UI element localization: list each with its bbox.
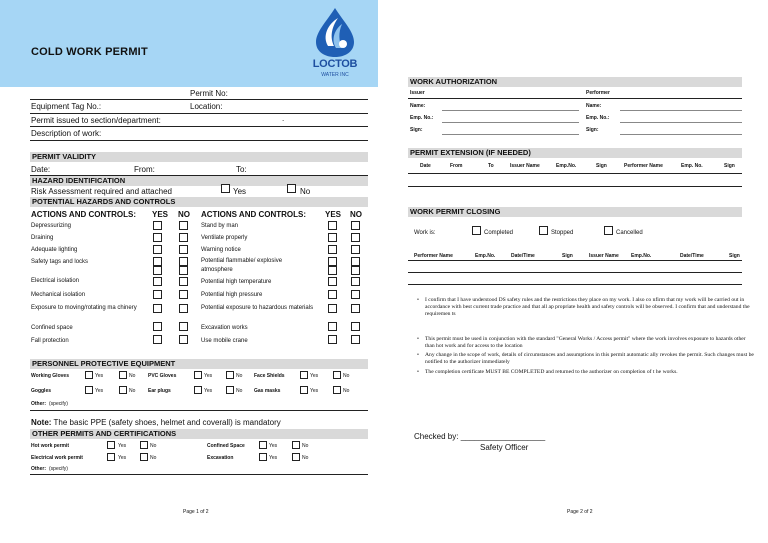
control-item: Fall protection xyxy=(31,338,69,344)
cancelled-label: Cancelled xyxy=(616,230,643,236)
control-item: Confined space xyxy=(31,325,73,331)
control-item: Draining xyxy=(31,235,54,241)
permit-item: Excavation xyxy=(207,455,234,461)
control-no-checkbox[interactable] xyxy=(179,221,188,230)
to-label: To: xyxy=(236,165,247,174)
control-no-checkbox[interactable] xyxy=(179,277,188,286)
date-label: Date: xyxy=(31,165,51,174)
permit-no-checkbox[interactable] xyxy=(292,441,300,449)
issuer-sign-line xyxy=(442,134,579,135)
closing-column-header: Sign xyxy=(562,253,573,259)
control-no-checkbox[interactable] xyxy=(351,277,360,286)
control-yes-checkbox[interactable] xyxy=(328,322,337,331)
divider xyxy=(408,272,742,273)
location-label: Location: xyxy=(190,102,223,111)
performer-sign-line xyxy=(620,134,742,135)
ppe-yes-checkbox[interactable] xyxy=(300,386,308,394)
control-item: Excavation works xyxy=(201,325,248,331)
extension-column-header: Sign xyxy=(596,163,607,169)
control-item: Warning notice xyxy=(201,247,241,253)
control-item: Mechanical isolation xyxy=(31,292,86,298)
control-no-checkbox[interactable] xyxy=(351,290,360,299)
permit-yes-label: Yes xyxy=(269,443,278,449)
permit-yes-checkbox[interactable] xyxy=(259,441,267,449)
ppe-yes-label: Yes xyxy=(95,388,104,394)
control-yes-checkbox[interactable] xyxy=(153,277,162,286)
actions-controls-header-right: ACTIONS AND CONTROLS: xyxy=(201,210,307,219)
control-yes-checkbox[interactable] xyxy=(153,304,162,313)
ppe-no-checkbox[interactable] xyxy=(119,371,127,379)
ppe-no-checkbox[interactable] xyxy=(226,371,234,379)
ppe-yes-checkbox[interactable] xyxy=(194,371,202,379)
control-yes-checkbox[interactable] xyxy=(153,290,162,299)
control-item: Adequate lighting xyxy=(31,247,78,253)
issued-to-label: Permit issued to section/department: xyxy=(31,116,161,125)
risk-no-label: No xyxy=(300,187,311,196)
control-no-checkbox[interactable] xyxy=(179,233,188,242)
permit-validity-heading: PERMIT VALIDITY xyxy=(30,152,368,162)
ppe-yes-checkbox[interactable] xyxy=(85,386,93,394)
control-yes-checkbox[interactable] xyxy=(328,335,337,344)
ppe-no-checkbox[interactable] xyxy=(119,386,127,394)
divider xyxy=(408,186,742,187)
permit-yes-checkbox[interactable] xyxy=(107,441,115,449)
control-yes-checkbox[interactable] xyxy=(328,277,337,286)
ppe-no-label: No xyxy=(236,373,243,379)
permit-no-label: No xyxy=(150,443,157,449)
completed-checkbox[interactable] xyxy=(472,226,481,235)
extension-column-header: From xyxy=(450,163,463,169)
control-item: Depressurizing xyxy=(31,223,72,229)
control-yes-checkbox[interactable] xyxy=(153,221,162,230)
ppe-specify-label: (specify) xyxy=(49,401,68,407)
work-authorization-heading: WORK AUTHORIZATION xyxy=(408,77,742,87)
control-no-checkbox[interactable] xyxy=(179,322,188,331)
control-yes-checkbox[interactable] xyxy=(328,233,337,242)
ppe-yes-label: Yes xyxy=(204,373,213,379)
potential-hazards-heading: POTENTIAL HAZARDS AND CONTROLS xyxy=(30,197,368,207)
closing-column-header: Emp.No. xyxy=(475,253,496,259)
control-yes-checkbox[interactable] xyxy=(153,233,162,242)
ppe-no-label: No xyxy=(129,373,136,379)
ppe-yes-label: Yes xyxy=(310,388,319,394)
logo-subtitle: WATER INC xyxy=(321,72,349,78)
page-footer: Page 2 of 2 xyxy=(567,509,593,515)
divider xyxy=(30,126,368,127)
control-no-checkbox[interactable] xyxy=(179,304,188,313)
ppe-yes-label: Yes xyxy=(310,373,319,379)
ppe-yes-checkbox[interactable] xyxy=(194,386,202,394)
control-no-checkbox[interactable] xyxy=(351,245,360,254)
ppe-no-label: No xyxy=(343,388,350,394)
control-yes-checkbox[interactable] xyxy=(328,290,337,299)
performer-name-label: Name: xyxy=(586,103,602,109)
control-yes-checkbox[interactable] xyxy=(328,245,337,254)
risk-yes-checkbox[interactable] xyxy=(221,184,230,193)
actions-controls-header-left: ACTIONS AND CONTROLS: xyxy=(31,210,137,219)
extension-column-header: Issuer Name xyxy=(510,163,540,169)
permit-no-label: No xyxy=(302,455,309,461)
risk-yes-label: Yes xyxy=(233,187,247,196)
extension-column-header: Emp. No. xyxy=(681,163,703,169)
permit-no-label: No xyxy=(150,455,157,461)
other-permits-heading: OTHER PERMITS AND CERTIFICATIONS xyxy=(30,429,368,439)
control-item: Ventilate properly xyxy=(201,235,248,241)
issuer-sign-label: Sign: xyxy=(410,127,423,133)
divider xyxy=(30,474,368,475)
performer-emp-label: Emp. No.: xyxy=(586,115,610,121)
control-yes-checkbox[interactable] xyxy=(153,322,162,331)
control-no-checkbox[interactable] xyxy=(351,221,360,230)
no-header-left: NO xyxy=(178,210,190,219)
no-header-right: NO xyxy=(350,210,362,219)
control-no-checkbox[interactable] xyxy=(351,257,360,266)
ppe-item: Goggles xyxy=(31,388,52,394)
ppe-heading: PERSONNEL PROTECTIVE EQUIPMENT xyxy=(30,359,368,369)
from-label: From: xyxy=(134,165,155,174)
ppe-yes-checkbox[interactable] xyxy=(300,371,308,379)
permit-yes-label: Yes xyxy=(269,455,278,461)
page-title: COLD WORK PERMIT xyxy=(31,46,148,58)
performer-name-line xyxy=(620,110,742,111)
checked-by-label: Checked by: ___________________ xyxy=(414,432,546,441)
permit-header xyxy=(0,0,378,87)
control-yes-checkbox[interactable] xyxy=(153,266,162,275)
closing-column-header: Issuer Name xyxy=(589,253,619,259)
ppe-note: Note: The basic PPE (safety shoes, helmet and coverall) is mandatory xyxy=(31,418,281,427)
permit-yes-label: Yes xyxy=(118,455,127,461)
yes-header-right: YES xyxy=(325,210,342,219)
control-no-checkbox[interactable] xyxy=(179,245,188,254)
divider xyxy=(408,98,742,99)
ppe-other-label: Other: xyxy=(31,401,46,407)
permit-extension-heading: PERMIT EXTENSION (IF NEEDED) xyxy=(408,148,742,158)
permit-yes-label: Yes xyxy=(118,443,127,449)
water-drop-icon xyxy=(314,6,356,58)
divider xyxy=(30,140,368,141)
control-yes-checkbox[interactable] xyxy=(153,257,162,266)
control-no-checkbox[interactable] xyxy=(179,266,188,275)
control-yes-checkbox[interactable] xyxy=(328,266,337,275)
statement-bullet: • The completion certificate MUST BE COMPLETED and returned to the authorizer on completion of t he works. xyxy=(425,369,755,376)
ppe-yes-label: Yes xyxy=(95,373,104,379)
ppe-no-checkbox[interactable] xyxy=(333,386,341,394)
issuer-emp-line xyxy=(442,122,579,123)
control-item: Exposure to moving/rotating ma chinery xyxy=(31,305,137,311)
divider xyxy=(30,113,368,114)
control-item: Safety tags and locks xyxy=(31,259,89,265)
control-no-checkbox[interactable] xyxy=(179,335,188,344)
closing-column-header: Date/Time xyxy=(680,253,704,259)
safety-officer-label: Safety Officer xyxy=(480,443,529,452)
permit-item: Hot work permit xyxy=(31,443,70,449)
page-2 xyxy=(384,0,768,543)
permit-no-checkbox[interactable] xyxy=(140,453,148,461)
performer-emp-line xyxy=(620,122,742,123)
statement-bullet: • Any change in the scope of work, details of circumstances and assumptions in this permit automatic ally revokes the permit. Such changes must be notified to the authorizer immediately xyxy=(425,352,755,366)
control-no-checkbox[interactable] xyxy=(351,335,360,344)
control-yes-checkbox[interactable] xyxy=(328,221,337,230)
divider xyxy=(30,410,368,411)
extension-column-header: Sign xyxy=(724,163,735,169)
permit-no-checkbox[interactable] xyxy=(140,441,148,449)
control-no-checkbox[interactable] xyxy=(351,266,360,275)
control-item: Electrical isolation xyxy=(31,278,80,284)
control-no-checkbox[interactable] xyxy=(179,290,188,299)
hazard-identification-heading: HAZARD IDENTIFICATION xyxy=(30,176,368,186)
page-footer: Page 1 of 2 xyxy=(183,509,209,515)
ppe-item: Face Shields xyxy=(254,373,285,379)
extension-column-header: Performer Name xyxy=(624,163,663,169)
ppe-no-checkbox[interactable] xyxy=(333,371,341,379)
ppe-item: Working Gloves xyxy=(31,373,69,379)
closing-column-header: Performer Name xyxy=(414,253,453,259)
issuer-emp-label: Emp. No.: xyxy=(410,115,434,121)
ppe-no-label: No xyxy=(129,388,136,394)
stopped-label: Stopped xyxy=(551,230,574,236)
divider xyxy=(408,284,742,285)
extension-column-header: To xyxy=(488,163,494,169)
permit-item: Confined Space xyxy=(207,443,245,449)
permit-yes-checkbox[interactable] xyxy=(259,453,267,461)
control-item: Use mobile crane xyxy=(201,338,248,344)
control-item: Potential high temperature xyxy=(201,279,272,285)
logo-brand: LOCTOB xyxy=(312,58,358,70)
cancelled-checkbox[interactable] xyxy=(604,226,613,235)
statement-bullet: • This permit must be used in conjunction with the standard "General Works / Access permit" where the work involves exposure to hazards other than hot work and for access to the location xyxy=(425,336,755,350)
permit-no-label: Permit No: xyxy=(190,89,228,98)
performer-sign-label: Sign: xyxy=(586,127,599,133)
work-is-label: Work is: xyxy=(414,230,436,236)
control-item: Potential high pressure xyxy=(201,292,263,298)
risk-assessment-label: Risk Assessment required and attached xyxy=(31,187,172,196)
statement-bullet: • I confirm that I have understood DS safety rules and the restrictions they place on my work. I also co nfirm that my work will be carried out in accordance with best current trade practice and that all ap propriate health and safety controls will be observed. I confirm that and understand the requiremen ts xyxy=(425,297,755,318)
control-yes-checkbox[interactable] xyxy=(328,257,337,266)
description-label: Description of work: xyxy=(31,129,102,138)
control-yes-checkbox[interactable] xyxy=(153,335,162,344)
divider xyxy=(408,260,742,261)
issuer-name-line xyxy=(442,110,579,111)
ppe-yes-checkbox[interactable] xyxy=(85,371,93,379)
ppe-yes-label: Yes xyxy=(204,388,213,394)
closing-column-header: Date/Time xyxy=(511,253,535,259)
permit-other-label: Other: xyxy=(31,466,46,472)
ppe-item: PVC Gloves xyxy=(148,373,177,379)
permit-item: Electrical work permit xyxy=(31,455,83,461)
closing-column-header: Emp.No. xyxy=(631,253,652,259)
ppe-item: Ear plugs xyxy=(148,388,171,394)
control-yes-checkbox[interactable] xyxy=(328,304,337,313)
ppe-no-label: No xyxy=(236,388,243,394)
control-no-checkbox[interactable] xyxy=(179,257,188,266)
work-permit-closing-heading: WORK PERMIT CLOSING xyxy=(408,207,742,217)
control-item: Potential exposure to hazardous materials xyxy=(201,305,314,311)
extension-column-header: Emp.No. xyxy=(556,163,577,169)
company-logo xyxy=(310,6,360,84)
issuer-name-label: Name: xyxy=(410,103,426,109)
control-item: Stand by man xyxy=(201,223,239,229)
equipment-tag-label: Equipment Tag No.: xyxy=(31,102,102,111)
stopped-checkbox[interactable] xyxy=(539,226,548,235)
control-item: Potential flammable/ explosive atmosphere xyxy=(201,258,283,273)
control-no-checkbox[interactable] xyxy=(351,322,360,331)
extension-column-header: Date xyxy=(420,163,431,169)
divider xyxy=(408,173,742,174)
permit-specify-label: (specify) xyxy=(49,466,68,472)
ppe-no-label: No xyxy=(343,373,350,379)
ppe-no-checkbox[interactable] xyxy=(226,386,234,394)
permit-yes-checkbox[interactable] xyxy=(107,453,115,461)
closing-column-header: Sign xyxy=(729,253,740,259)
control-yes-checkbox[interactable] xyxy=(153,245,162,254)
completed-label: Completed xyxy=(484,230,514,236)
control-no-checkbox[interactable] xyxy=(351,304,360,313)
permit-no-checkbox[interactable] xyxy=(292,453,300,461)
issued-to-dot: . xyxy=(282,114,285,123)
issuer-label: Issuer xyxy=(410,90,425,96)
ppe-item: Gas masks xyxy=(254,388,281,394)
risk-no-checkbox[interactable] xyxy=(287,184,296,193)
control-no-checkbox[interactable] xyxy=(351,233,360,242)
divider xyxy=(30,99,368,100)
performer-label: Performer xyxy=(586,90,610,96)
permit-no-label: No xyxy=(302,443,309,449)
yes-header-left: YES xyxy=(152,210,169,219)
